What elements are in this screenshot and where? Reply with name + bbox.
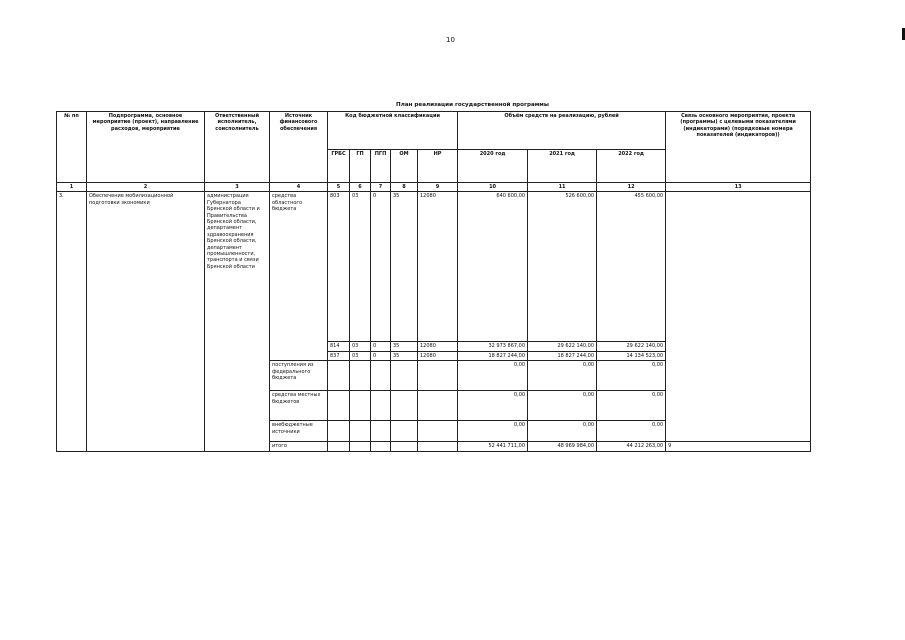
- item-executor: администрация Губернатора Брянской области и Правительства Брянской области, департамент здравоохранения Брянской области, департамент промышленности, транспорта и связи Брянской области: [205, 192, 270, 451]
- gp-cell: 03: [350, 351, 371, 360]
- column-number: 5: [328, 183, 350, 192]
- header-link: Связь основного мероприятия, проекта (программы) с целевыми показателями (индикаторами) (порядковые номера показателей (индикаторов)): [666, 112, 811, 183]
- gp-cell: [350, 442, 371, 451]
- gp-cell: 03: [350, 192, 371, 342]
- gp-cell: [350, 361, 371, 391]
- np-cell: [418, 361, 458, 391]
- pgp-cell: 0: [371, 192, 391, 342]
- source-cell: средства областного бюджета: [270, 192, 328, 361]
- value-2022: 29 622 140,00: [597, 342, 666, 351]
- header-subprogram: Подпрограмма, основное мероприятие (проект), направление расходов, мероприятие: [87, 112, 205, 183]
- total-2020: 52 441 711,00: [458, 442, 528, 451]
- np-cell: 12080: [418, 192, 458, 342]
- column-number: 12: [597, 183, 666, 192]
- value-2020: 0,00: [458, 421, 528, 442]
- header-2021: 2021 год: [528, 150, 597, 183]
- grbs-cell: [328, 391, 350, 421]
- value-2021: 0,00: [528, 361, 597, 391]
- np-cell: [418, 391, 458, 421]
- column-number: 11: [528, 183, 597, 192]
- value-2022: 0,00: [597, 361, 666, 391]
- header-source: Источник финансового обеспечения: [270, 112, 328, 183]
- column-number: 6: [350, 183, 371, 192]
- om-cell: [391, 421, 418, 442]
- value-2020: 0,00: [458, 361, 528, 391]
- np-cell: [418, 421, 458, 442]
- item-number: 3.: [57, 192, 87, 451]
- gp-cell: 03: [350, 342, 371, 351]
- pgp-cell: 0: [371, 342, 391, 351]
- table-caption: План реализации государственной программы: [396, 102, 549, 108]
- pgp-cell: [371, 442, 391, 451]
- header-om: ОМ: [391, 150, 418, 183]
- om-cell: 35: [391, 342, 418, 351]
- np-cell: 12080: [418, 351, 458, 360]
- header-no: № пп: [57, 112, 87, 183]
- om-cell: 35: [391, 351, 418, 360]
- header-2022: 2022 год: [597, 150, 666, 183]
- value-2021: 29 622 140,00: [528, 342, 597, 351]
- grbs-cell: 837: [328, 351, 350, 360]
- column-number: 13: [666, 183, 811, 192]
- pgp-cell: 0: [371, 351, 391, 360]
- grbs-cell: [328, 442, 350, 451]
- column-number: 9: [418, 183, 458, 192]
- om-cell: 35: [391, 192, 418, 342]
- total-2022: 44 212 263,00: [597, 442, 666, 451]
- column-number: 2: [87, 183, 205, 192]
- pgp-cell: [371, 421, 391, 442]
- om-cell: [391, 442, 418, 451]
- gp-cell: [350, 421, 371, 442]
- gp-cell: [350, 391, 371, 421]
- source-cell: поступления из федерального бюджета: [270, 361, 328, 391]
- total-2021: 48 969 984,00: [528, 442, 597, 451]
- np-cell: 12080: [418, 342, 458, 351]
- header-gp: ГП: [350, 150, 371, 183]
- pgp-cell: [371, 361, 391, 391]
- total-link-cell: 9: [666, 442, 811, 451]
- column-number: 7: [371, 183, 391, 192]
- value-2021: 0,00: [528, 421, 597, 442]
- header-np: НР: [418, 150, 458, 183]
- value-2021: 526 600,00: [528, 192, 597, 342]
- np-cell: [418, 442, 458, 451]
- value-2022: 455 600,00: [597, 192, 666, 342]
- value-2021: 0,00: [528, 391, 597, 421]
- value-2020: 18 827 244,00: [458, 351, 528, 360]
- value-2020: 32 973 867,00: [458, 342, 528, 351]
- header-pgp: ПГП: [371, 150, 391, 183]
- grbs-cell: 814: [328, 342, 350, 351]
- column-number: 1: [57, 183, 87, 192]
- om-cell: [391, 391, 418, 421]
- column-number: 10: [458, 183, 528, 192]
- source-cell: средства местных бюджетов: [270, 391, 328, 421]
- link-cell: [666, 192, 811, 442]
- source-cell: итого: [270, 442, 328, 451]
- value-2020: 640 600,00: [458, 192, 528, 342]
- value-2021: 18 827 244,00: [528, 351, 597, 360]
- value-2022: 14 134 523,00: [597, 351, 666, 360]
- page-number: 10: [446, 36, 455, 44]
- grbs-cell: 803: [328, 192, 350, 342]
- grbs-cell: [328, 421, 350, 442]
- column-number: 4: [270, 183, 328, 192]
- header-2020: 2020 год: [458, 150, 528, 183]
- source-cell: внебюджетные источники: [270, 421, 328, 442]
- header-budget-code: Код бюджетной классификации: [328, 112, 458, 150]
- header-volume: Объём средств на реализацию, рублей: [458, 112, 666, 150]
- value-2020: 0,00: [458, 391, 528, 421]
- value-2022: 0,00: [597, 391, 666, 421]
- column-number: 8: [391, 183, 418, 192]
- item-name: Обеспечение мобилизационной подготовки экономики: [87, 192, 205, 451]
- pgp-cell: [371, 391, 391, 421]
- grbs-cell: [328, 361, 350, 391]
- plan-table: [56, 111, 811, 452]
- header-grbs: ГРБС: [328, 150, 350, 183]
- value-2022: 0,00: [597, 421, 666, 442]
- header-executor: Ответственный исполнитель, соисполнитель: [205, 112, 270, 183]
- om-cell: [391, 361, 418, 391]
- column-number: 3: [205, 183, 270, 192]
